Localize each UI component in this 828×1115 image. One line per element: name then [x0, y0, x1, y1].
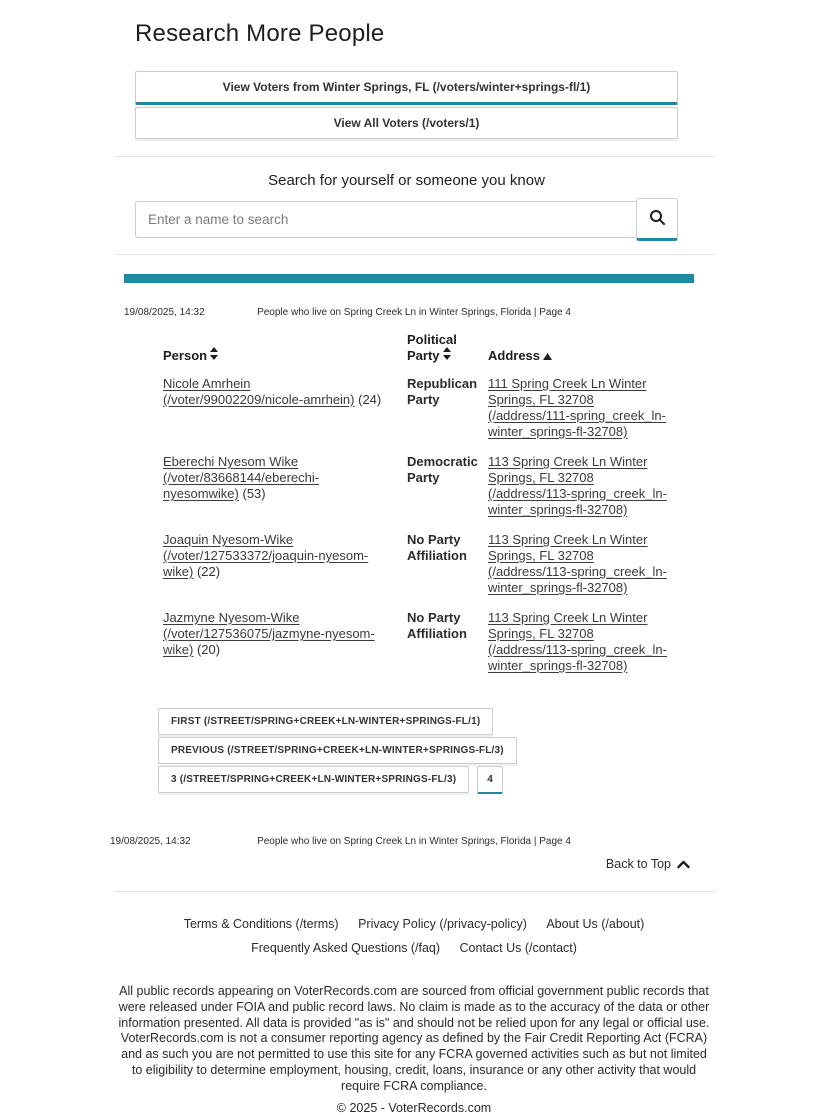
column-header-party[interactable]: Political Party [407, 332, 457, 363]
table-row [163, 525, 693, 603]
person-link[interactable]: Eberechi Nyesom Wike (/voter/83668144/eberechi-nyesomwike) [163, 454, 320, 501]
privacy-policy-link[interactable]: Privacy Policy (/privacy-policy) [358, 917, 527, 931]
pagination [158, 708, 828, 794]
sort-asc-icon [543, 348, 552, 363]
person-cell [163, 603, 407, 681]
person-age: (24) [358, 392, 382, 407]
party-cell: No Party Affiliation [407, 532, 467, 563]
footer-links-row-2 [0, 941, 828, 955]
print-header [0, 307, 828, 319]
person-age: (22) [196, 564, 221, 579]
address-link[interactable]: 113 Spring Creek Ln Winter Springs, FL 32708 (/address/113-spring_creek_ln-winter_springs-fl-32708) [488, 610, 667, 673]
about-us-link[interactable]: About Us (/about) [546, 917, 645, 931]
search-heading: Search for yourself or someone you know [268, 172, 545, 189]
print-page-title: People who live on Spring Creek Ln in Winter Springs, Florida | Page 4 [257, 307, 571, 318]
view-all-voters-button[interactable]: View All Voters (/voters/1) [135, 107, 678, 139]
chevron-up-icon [671, 857, 690, 871]
print-timestamp: 19/08/2025, 14:32 [124, 307, 205, 318]
section-accent-bar [124, 274, 694, 283]
print-page-title: People who live on Spring Creek Ln in Winter Springs, Florida | Page 4 [257, 836, 571, 847]
copyright: © 2025 - VoterRecords.com [336, 1101, 492, 1115]
back-to-top-link[interactable]: Back to Top [0, 857, 690, 871]
address-cell [488, 369, 693, 447]
faq-link[interactable]: Frequently Asked Questions (/faq) [251, 941, 441, 955]
address-link[interactable]: 111 Spring Creek Ln Winter Springs, FL 32708 (/address/111-spring_creek_ln-winter_springs-fl-32708) [488, 376, 666, 439]
table-row [163, 369, 693, 447]
address-cell [488, 447, 693, 525]
person-age: (53) [242, 486, 266, 501]
research-nav-buttons [135, 71, 678, 139]
sort-both-icon [443, 347, 451, 363]
person-cell [163, 447, 407, 525]
table-row [163, 447, 693, 525]
address-link[interactable]: 113 Spring Creek Ln Winter Springs, FL 32708 (/address/113-spring_creek_ln-winter_springs-fl-32708) [488, 454, 667, 517]
print-timestamp: 19/08/2025, 14:32 [110, 836, 191, 847]
column-header-address[interactable]: Address [488, 348, 693, 369]
voter-table [163, 332, 693, 681]
fcra-disclaimer: All public records appearing on VoterRecords.com are sourced from official government public records that were released under FOIA and public record laws. No claim is made as to the accuracy of the data or other information presented. All data is provided "as is" and should not be relied upon for any legal or official use. VoterRecords.com is not a consumer reporting agency as defined by the Fair Credit Reporting Act (FCRA) and as such you are not permitted to use this site for any FCRA governed activities such as but not limited to eligibility to determine employment, housing, credit, loans, insurance or any other activity that would require FCRA compliance. [118, 984, 710, 1093]
party-cell: Republican Party [407, 376, 478, 407]
divider [115, 254, 715, 255]
pagination-page-3-button[interactable]: 3 (/STREET/SPRING+CREEK+LN-WINTER+SPRINGS-FL/3) [158, 766, 469, 793]
address-cell [488, 603, 693, 681]
terms-link[interactable]: Terms & Conditions (/terms) [183, 917, 339, 931]
contact-us-link[interactable]: Contact Us (/contact) [459, 941, 577, 955]
search-bar [135, 198, 678, 241]
person-age: (20) [196, 642, 221, 657]
sort-both-icon [210, 347, 218, 363]
pagination-first-button[interactable]: FIRST (/STREET/SPRING+CREEK+LN-WINTER+SPRINGS-FL/1) [158, 708, 493, 735]
person-link[interactable]: Nicole Amrhein (/voter/99002209/nicole-amrhein) [163, 376, 355, 407]
table-header-row [163, 332, 693, 369]
table-row [163, 603, 693, 681]
search-icon [649, 209, 666, 229]
person-cell [163, 525, 407, 603]
address-cell [488, 525, 693, 603]
pagination-previous-button[interactable]: PREVIOUS (/STREET/SPRING+CREEK+LN-WINTER+SPRINGS-FL/3) [158, 737, 517, 764]
party-cell: No Party Affiliation [407, 610, 467, 641]
page-title: Research More People [135, 20, 385, 47]
party-cell: Democratic Party [407, 454, 478, 485]
column-header-person[interactable]: Person [163, 347, 407, 369]
divider [115, 891, 715, 892]
view-city-voters-button[interactable]: View Voters from Winter Springs, FL (/voters/winter+springs-fl/1) [135, 71, 678, 105]
person-link[interactable]: Joaquin Nyesom-Wike (/voter/127533372/joaquin-nyesom-wike) [163, 532, 369, 579]
footer-links-row-1 [0, 917, 828, 931]
pagination-current-page: 4 [477, 766, 503, 794]
divider [115, 156, 715, 157]
person-cell [163, 369, 407, 447]
search-input[interactable] [135, 201, 636, 238]
address-link[interactable]: 113 Spring Creek Ln Winter Springs, FL 32708 (/address/113-spring_creek_ln-winter_springs-fl-32708) [488, 532, 667, 595]
search-button[interactable] [636, 198, 678, 241]
print-footer [0, 836, 828, 848]
person-link[interactable]: Jazmyne Nyesom-Wike (/voter/127536075/jazmyne-nyesom-wike) [163, 610, 375, 657]
